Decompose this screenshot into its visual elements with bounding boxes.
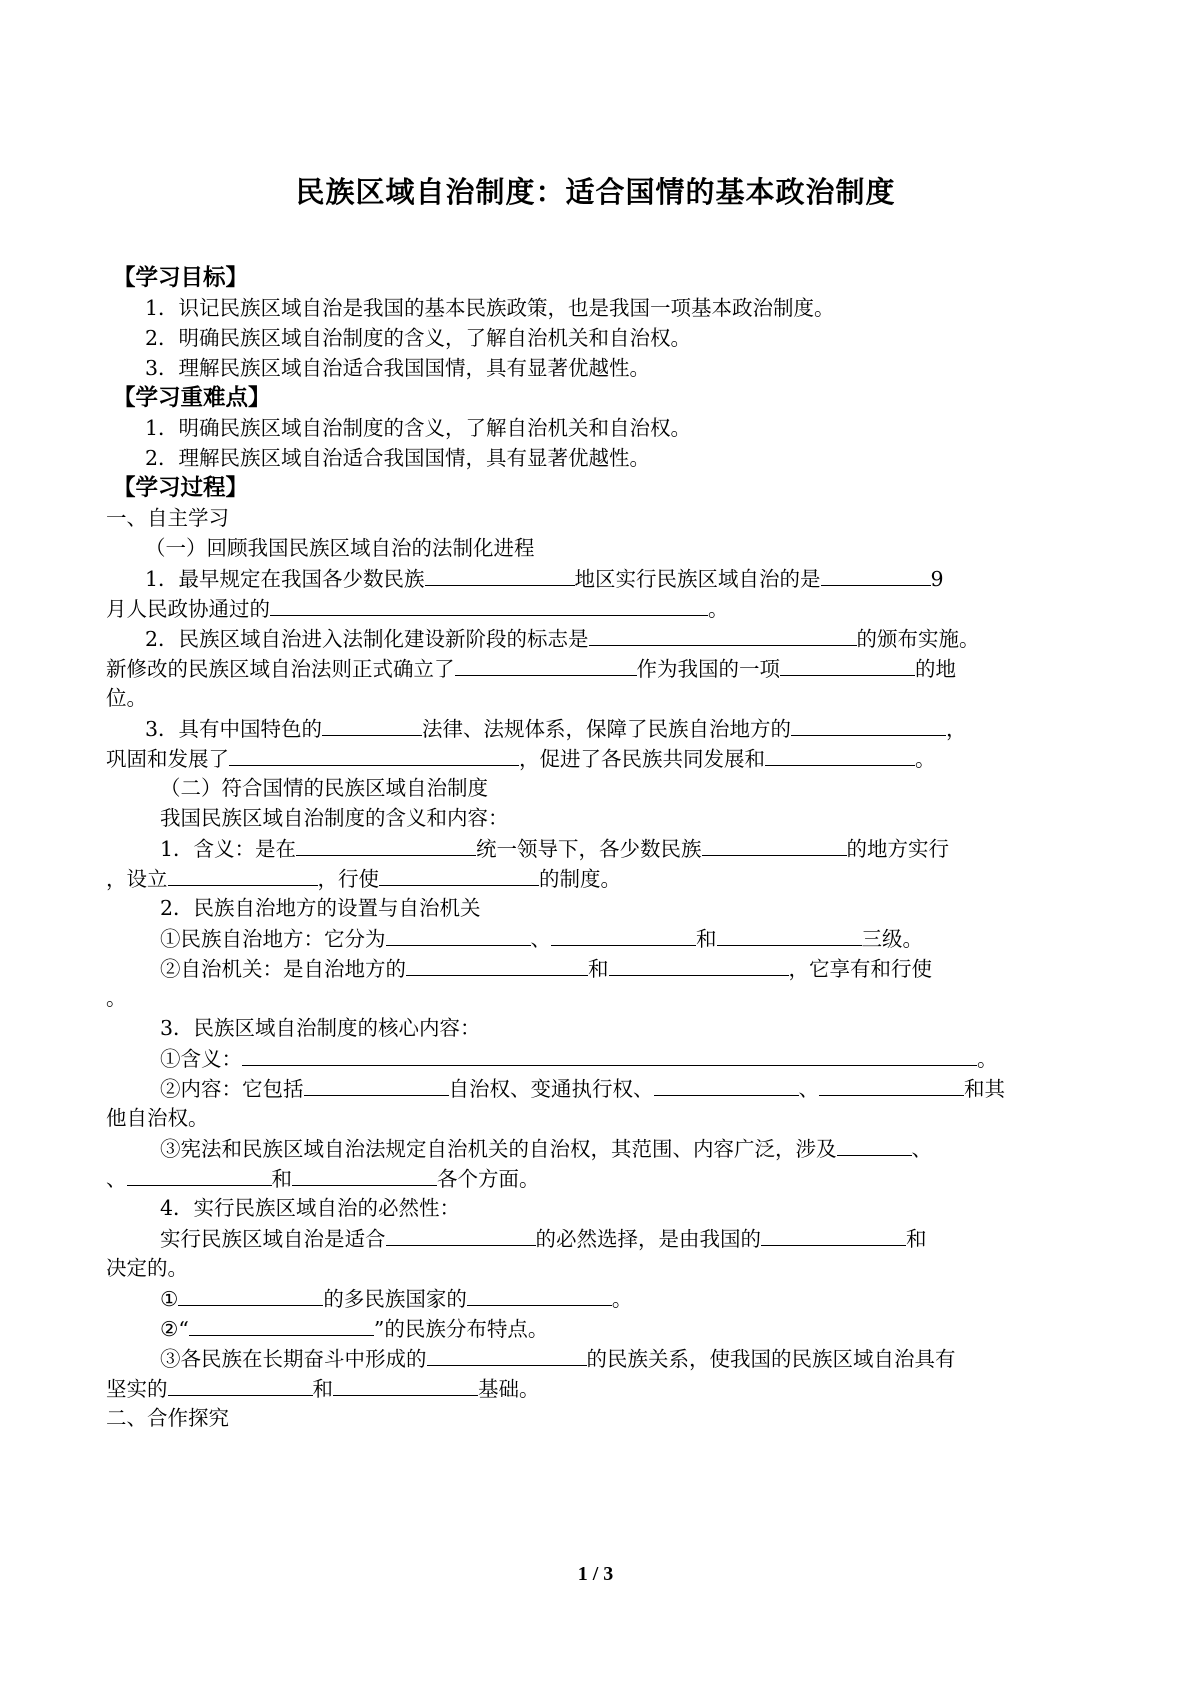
- question-3-line-2: 巩固和发展了 ，促进了各民族共同发展和 。: [106, 743, 936, 774]
- necessity-line-1: 实行民族区域自治是适合 的必然选择，是由我国的 和: [160, 1223, 927, 1254]
- answer-blank[interactable]: [379, 863, 539, 886]
- necessity-line-2: 决定的。: [106, 1256, 188, 1280]
- subsection-1-heading: （一）回顾我国民族区域自治的法制化进程: [145, 536, 535, 560]
- core-content-line-1: ②内容：它包括 自治权、变通执行权、 、 和其: [160, 1073, 1005, 1104]
- answer-blank[interactable]: [178, 1283, 323, 1306]
- page-number: 1 / 3: [577, 1563, 614, 1585]
- answer-blank[interactable]: [425, 563, 575, 586]
- answer-blank[interactable]: [168, 863, 318, 886]
- answer-blank[interactable]: [189, 1313, 374, 1336]
- answer-blank[interactable]: [386, 1223, 536, 1246]
- answer-blank[interactable]: [819, 1073, 964, 1096]
- answer-blank[interactable]: [589, 623, 857, 646]
- answer-blank[interactable]: [702, 833, 847, 856]
- answer-blank[interactable]: [322, 713, 422, 736]
- answer-blank[interactable]: [791, 713, 946, 736]
- answer-blank[interactable]: [296, 833, 476, 856]
- answer-blank[interactable]: [270, 593, 708, 616]
- answer-blank[interactable]: [455, 653, 637, 676]
- key-points-heading: 【学习重难点】: [113, 385, 271, 411]
- meaning-intro: 我国民族区域自治制度的含义和内容：: [160, 806, 509, 830]
- meaning-line-1: 1．含义：是在 统一领导下，各少数民族 的地方实行: [160, 833, 949, 864]
- answer-blank[interactable]: [427, 1343, 587, 1366]
- answer-blank[interactable]: [551, 923, 696, 946]
- autonomy-organs-line: ②自治机关：是自治地方的 和 ，它享有和行使: [160, 953, 932, 984]
- question-2-line-1: 2．民族区域自治进入法制化建设新阶段的标志是 的颁布实施。: [145, 623, 980, 654]
- core-content-line-2: 他自治权。: [106, 1106, 209, 1130]
- part-2-heading: 二、合作探究: [106, 1406, 229, 1430]
- autonomy-setup-heading: 2．民族自治地方的设置与自治机关: [160, 896, 481, 920]
- answer-blank[interactable]: [229, 743, 519, 766]
- answer-blank[interactable]: [654, 1073, 799, 1096]
- answer-blank[interactable]: [406, 953, 588, 976]
- key-point-2: 2．理解民族区域自治适合我国国情，具有显著优越性。: [145, 446, 651, 470]
- autonomy-scope-line-1: ③宪法和民族区域自治法规定自治机关的自治权，其范围、内容广泛，涉及 、: [160, 1133, 932, 1164]
- subsection-2-heading: （二）符合国情的民族区域自治制度: [160, 776, 488, 800]
- core-content-heading: 3．民族区域自治制度的核心内容：: [160, 1016, 481, 1040]
- question-3-line-1: 3．具有中国特色的 法律、法规体系，保障了民族自治地方的 ，: [145, 713, 967, 744]
- question-2-line-2: 新修改的民族区域自治法则正式确立了 作为我国的一项 的地: [106, 653, 956, 684]
- answer-blank[interactable]: [467, 1283, 612, 1306]
- answer-blank[interactable]: [292, 1163, 437, 1186]
- autonomy-scope-line-2: 、 和 各个方面。: [106, 1163, 540, 1194]
- goal-3: 3．理解民族区域自治适合我国国情，具有显著优越性。: [145, 356, 651, 380]
- answer-blank[interactable]: [780, 653, 915, 676]
- meaning-line-2: ，设立 ，行使 的制度。: [106, 863, 621, 894]
- answer-blank[interactable]: [765, 743, 915, 766]
- core-meaning-line: ①含义： 。: [160, 1043, 998, 1074]
- part-1-heading: 一、自主学习: [106, 506, 229, 530]
- process-heading: 【学习过程】: [113, 475, 249, 501]
- answer-blank[interactable]: [127, 1163, 272, 1186]
- question-2-line-3: 位。: [106, 686, 147, 710]
- key-point-1: 1．明确民族区域自治制度的含义，了解自治机关和自治权。: [145, 416, 692, 440]
- answer-blank[interactable]: [761, 1223, 906, 1246]
- answer-blank[interactable]: [168, 1373, 313, 1396]
- answer-blank[interactable]: [242, 1043, 977, 1066]
- page-title: 民族区域自治制度：适合国情的基本政治制度: [295, 175, 896, 209]
- goal-2: 2．明确民族区域自治制度的含义，了解自治机关和自治权。: [145, 326, 692, 350]
- answer-blank[interactable]: [837, 1133, 912, 1156]
- answer-blank[interactable]: [333, 1373, 478, 1396]
- answer-blank[interactable]: [386, 923, 531, 946]
- goal-1: 1．识记民族区域自治是我国的基本民族政策，也是我国一项基本政治制度。: [145, 296, 835, 320]
- autonomy-organs-end: 。: [106, 986, 127, 1010]
- autonomy-levels-line: ①民族自治地方：它分为 、 和 三级。: [160, 923, 923, 954]
- necessity-item-3-line-2: 坚实的 和 基础。: [106, 1373, 540, 1404]
- answer-blank[interactable]: [717, 923, 862, 946]
- question-1-line-1: 1．最早规定在我国各少数民族 地区实行民族区域自治的是 9: [145, 563, 944, 594]
- answer-blank[interactable]: [304, 1073, 449, 1096]
- answer-blank[interactable]: [609, 953, 789, 976]
- necessity-item-3-line-1: ③各民族在长期奋斗中形成的 的民族关系，使我国的民族区域自治具有: [160, 1343, 956, 1374]
- goals-heading: 【学习目标】: [113, 265, 249, 291]
- necessity-heading: 4．实行民族区域自治的必然性：: [160, 1196, 461, 1220]
- necessity-item-1: ① 的多民族国家的 。: [160, 1283, 632, 1314]
- question-1-line-2: 月人民政协通过的 。: [106, 593, 729, 624]
- answer-blank[interactable]: [821, 563, 931, 586]
- necessity-item-2: ②“ ”的民族分布特点。: [160, 1313, 548, 1344]
